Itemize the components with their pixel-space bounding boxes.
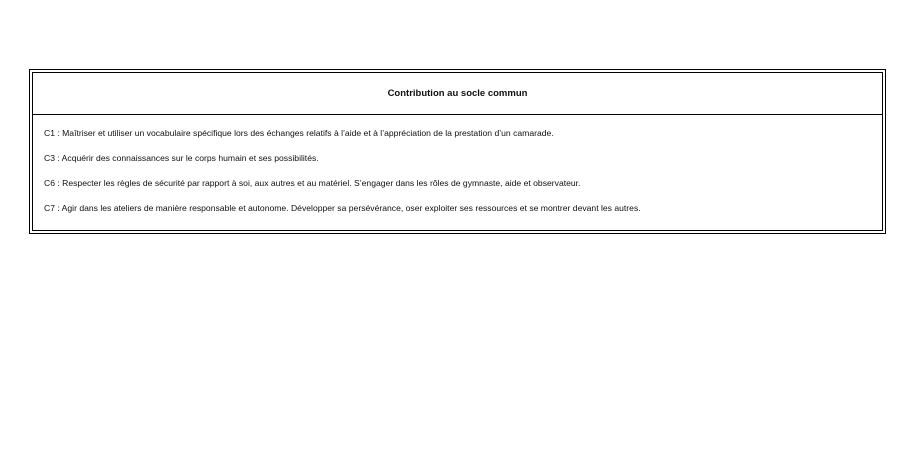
competence-c3: C3 : Acquérir des connaissances sur le corps humain et ses possibilités.	[44, 153, 319, 163]
socle-commun-table	[29, 69, 886, 234]
competence-c1: C1 : Maîtriser et utiliser un vocabulaire spécifique lors des échanges relatifs à l’aide et à l’appréciation de la prestation d’un camarade.	[44, 128, 554, 138]
competence-c6: C6 : Respecter les règles de sécurité par rapport à soi, aux autres et au matériel. S’engager dans les rôles de gymnaste, aide et observateur.	[44, 178, 581, 188]
competence-c7: C7 : Agir dans les ateliers de manière responsable et autonome. Développer sa persévérance, oser exploiter ses ressources et se montrer devant les autres.	[44, 203, 641, 213]
competences-list	[33, 115, 882, 230]
socle-commun-table-inner	[32, 72, 883, 231]
table-title: Contribution au socle commun	[33, 73, 882, 115]
